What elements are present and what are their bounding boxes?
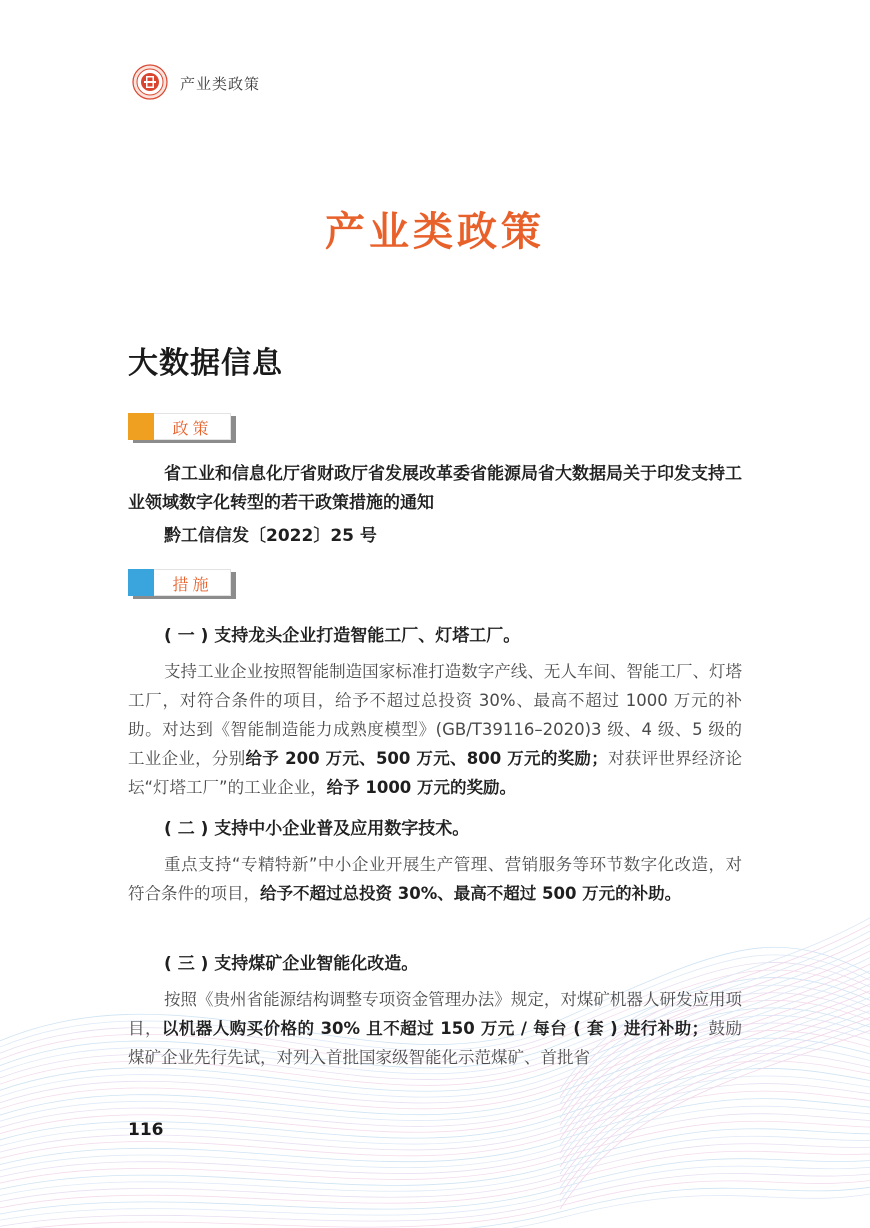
measure-heading: ( 一 ) 支持龙头企业打造智能工厂、灯塔工厂。 (164, 626, 521, 646)
policy-document-number: 黔工信信发〔2022〕25 号 (164, 526, 377, 546)
wave-line (0, 1136, 870, 1200)
section-title: 大数据信息 (128, 346, 283, 381)
policy-tag (128, 413, 238, 445)
wave-line (0, 1106, 870, 1176)
measures-tag-label: 措施 (172, 575, 213, 594)
measure-body: 支持工业企业按照智能制造国家标准打造数字产线、无人车间、智能工厂、灯塔工厂，对符合条件的项目，给予不超过总投资 30%、最高不超过 1000 万元的补助。对达到《智能制造能力成熟度模型》(GB/T39116–2020)3 级、4 级、5 级的工业企业，分别给予 200 万元、500 万元、800 万元的奖励；对获评世界经济论坛“灯塔工厂”的工业企业，给予 1000 万元的奖励。 (128, 662, 742, 797)
measure-item (128, 622, 742, 802)
measure-heading: ( 二 ) 支持中小企业普及应用数字技术。 (164, 819, 470, 839)
measure-heading: ( 三 ) 支持煤矿企业智能化改造。 (164, 954, 419, 974)
running-header (132, 64, 432, 100)
measure-item (128, 815, 742, 908)
measure-body: 按照《贵州省能源结构调整专项资金管理办法》规定，对煤矿机器人研发应用项目，以机器人购买价格的 30% 且不超过 150 万元 / 每台 ( 套 ) 进行补助；鼓励煤矿企业先行先试，对列入首批国家级智能化示范煤矿、首批省 (128, 990, 742, 1067)
association-logo-icon (132, 64, 168, 100)
page-number: 116 (128, 1120, 164, 1140)
measures-tag (128, 569, 238, 601)
policy-tag-label: 政策 (172, 419, 213, 438)
page-title: 产业类政策 (325, 209, 545, 255)
measure-body: 重点支持“专精特新”中小企业开展生产管理、营销服务等环节数字化改造，对符合条件的项目，给予不超过总投资 30%、最高不超过 500 万元的补助。 (128, 855, 742, 903)
running-title: 产业类政策 (180, 75, 261, 93)
policy-title: 省工业和信息化厅省财政厅省发展改革委省能源局省大数据局关于印发支持工业领域数字化转型的若干政策措施的通知 (128, 464, 742, 513)
measure-item (128, 950, 742, 1072)
